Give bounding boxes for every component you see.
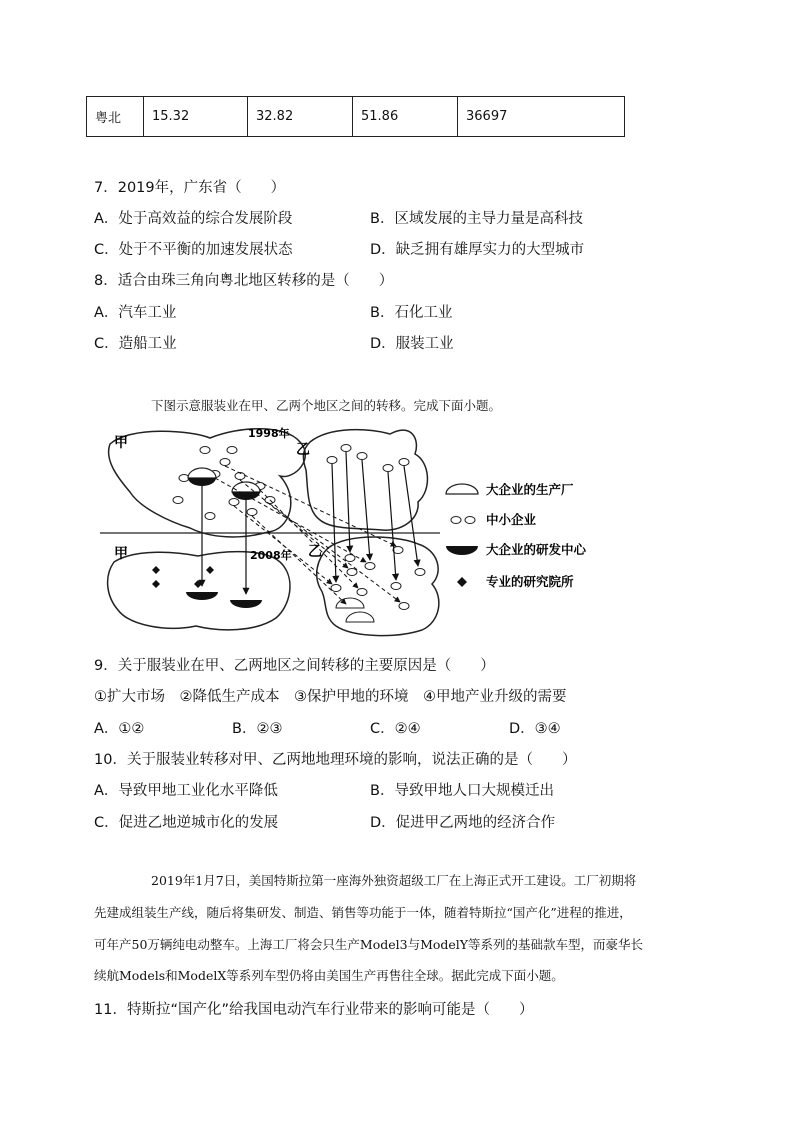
- yi-2008-enterprises: [331, 547, 425, 623]
- region-jia-2008: [108, 552, 290, 630]
- q9-option-c: C．②④: [370, 721, 421, 737]
- q11-stem: 11．特斯拉“国产化”给我国电动汽车行业带来的影响可能是（ ）: [94, 1002, 534, 1018]
- q7-option-a: A．处于高效益的综合发展阶段: [94, 211, 293, 227]
- passage-line-3: 可年产50万辆纯电动整车。上海工厂将会只生产Model3与ModelY等系列的基础款车型，而豪华长: [94, 937, 644, 952]
- q10-option-a: A．导致甲地工业化水平降低: [94, 783, 278, 799]
- q9-stem: 9．关于服装业在甲、乙两地区之间转移的主要原因是（ ）: [94, 658, 495, 674]
- rd-center-icon: [446, 546, 478, 555]
- label-jia-top: 甲: [114, 435, 128, 451]
- research-institute-icon: [457, 577, 467, 587]
- industry-transfer-diagram: [100, 420, 640, 640]
- q8-option-b: B．石化工业: [370, 305, 453, 321]
- legend-item-rd-center: [446, 542, 587, 557]
- jia-2008-rd-centers: [186, 592, 262, 608]
- label-yi-bottom: 乙: [308, 544, 322, 560]
- q8-option-a: A．汽车工业: [94, 305, 177, 321]
- legend: [446, 482, 587, 589]
- table-cell: 51.86: [353, 97, 458, 137]
- svg-text:大企业的生产厂: 大企业的生产厂: [486, 482, 574, 497]
- svg-text:大企业的研发中心: 大企业的研发中心: [486, 542, 587, 557]
- q9-option-d: D．③④: [509, 721, 561, 737]
- legend-item-small-enterprise: [451, 512, 537, 527]
- legend-item-factory: [446, 482, 574, 497]
- small-enterprises-yi: [327, 445, 409, 472]
- label-jia-bottom: 甲: [114, 546, 128, 562]
- svg-text:中小企业: 中小企业: [486, 512, 537, 527]
- passage-line-4: 续航Models和ModelX等系列车型仍将由美国生产再售往全球。据此完成下面小题。: [94, 968, 564, 983]
- data-table: [86, 96, 625, 137]
- research-institutes: [152, 566, 214, 588]
- svg-text:专业的研究院所: 专业的研究院所: [486, 574, 574, 589]
- passage-line-2: 先建成组装生产线，随后将集研发、制造、销售等功能于一体，随着特斯拉“国产化”进程的推进，: [94, 905, 632, 920]
- q8-stem: 8．适合由珠三角向粤北地区转移的是（ ）: [94, 273, 394, 289]
- table-cell: 32.82: [248, 97, 353, 137]
- q10-option-c: C．促进乙地逆城市化的发展: [94, 815, 279, 831]
- region-yi-1998: [303, 430, 427, 531]
- small-enterprise-icon: [451, 517, 461, 524]
- q8-option-d: D．服装工业: [370, 336, 454, 352]
- factory-icon: [446, 484, 478, 494]
- diagram-intro: 下图示意服装业在甲、乙两个地区之间的转移。完成下面小题。: [151, 398, 502, 413]
- q10-option-b: B．导致甲地人口大规模迁出: [370, 783, 554, 799]
- transfer-arrows: [202, 452, 418, 594]
- q9-option-b: B．②③: [232, 721, 283, 737]
- label-yi-top: 乙: [296, 442, 310, 458]
- q9-option-a: A．①②: [94, 721, 145, 737]
- q7-option-c: C．处于不平衡的加速发展状态: [94, 242, 293, 258]
- q9-options-line: ①扩大市场 ②降低生产成本 ③保护甲地的环境 ④甲地产业升级的需要: [94, 689, 567, 705]
- q7-option-b: B．区域发展的主导力量是高科技: [370, 211, 583, 227]
- jia-1998-large-enterprises: [188, 468, 260, 500]
- table-cell-region: 粤北: [87, 97, 144, 137]
- q10-stem: 10．关于服装业转移对甲、乙两地地理环境的影响，说法正确的是（ ）: [94, 752, 577, 768]
- legend-item-research-institute: [457, 574, 574, 589]
- passage-line-1: 2019年1月7日，美国特斯拉第一座海外独资超级工厂在上海正式开工建设。工厂初期将: [151, 873, 637, 888]
- q10-option-d: D．促进甲乙两地的经济合作: [370, 815, 556, 831]
- table-cell: 36697: [458, 97, 625, 137]
- table-cell: 15.32: [144, 97, 248, 137]
- q7-option-d: D．缺乏拥有雄厚实力的大型城市: [370, 242, 585, 258]
- q8-option-c: C．造船工业: [94, 336, 177, 352]
- label-year-2008: 2008年: [250, 549, 292, 562]
- q7-stem: 7．2019年，广东省（ ）: [94, 180, 286, 196]
- label-year-1998: 1998年: [248, 427, 290, 440]
- table-row: [87, 97, 625, 137]
